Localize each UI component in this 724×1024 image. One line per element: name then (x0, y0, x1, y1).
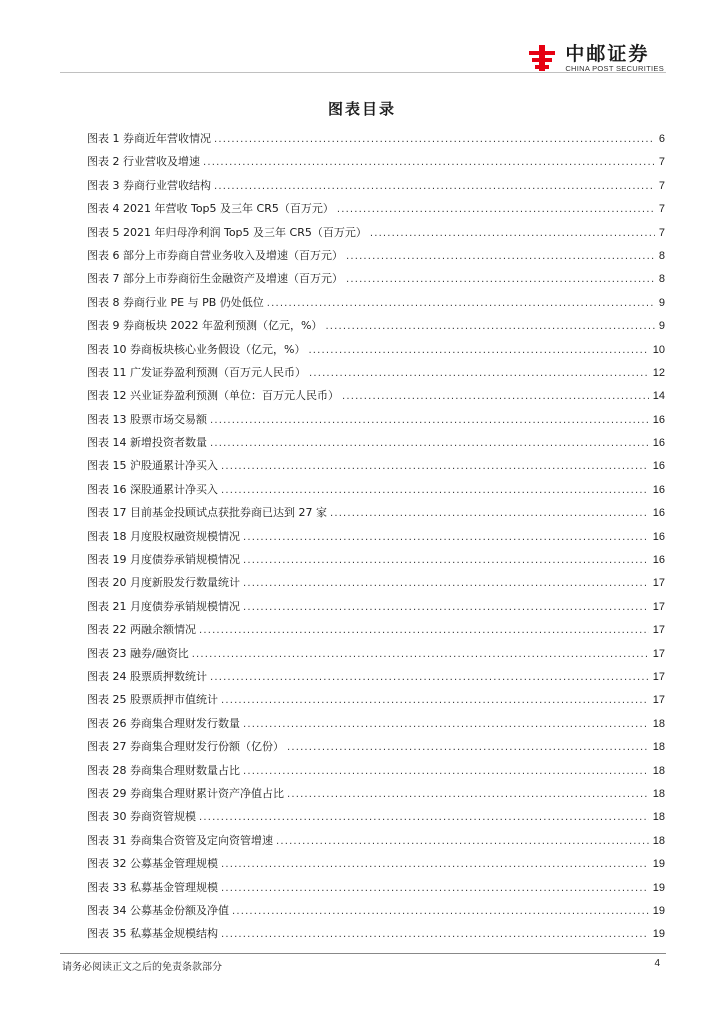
toc-entry-page: 19 (652, 904, 665, 917)
toc-entry-page: 18 (652, 764, 665, 777)
company-logo (527, 40, 664, 76)
toc-leader-dots (199, 805, 649, 829)
toc-leader-dots (210, 431, 649, 455)
toc-entry[interactable] (87, 852, 665, 875)
toc-entry-page: 7 (658, 179, 665, 192)
toc-entry[interactable] (87, 759, 665, 782)
toc-entry-page: 18 (652, 787, 665, 800)
toc-entry-page: 16 (652, 507, 665, 520)
footer-disclaimer: 请务必阅读正文之后的免责条款部分 (62, 962, 222, 973)
toc-leader-dots (243, 525, 649, 549)
toc-entry-label: 图表 13 股票市场交易额 (87, 412, 207, 426)
toc-entry-page: 17 (652, 600, 665, 613)
toc-entry-label: 图表 6 部分上市券商自营业务收入及增速（百万元） (87, 248, 343, 262)
toc-entry[interactable] (87, 408, 665, 431)
toc-entry-label: 图表 5 2021 年归母净利润 Top5 及三年 CR5（百万元） (87, 225, 367, 239)
toc-leader-dots (214, 174, 655, 198)
table-of-figures (87, 127, 665, 946)
toc-entry-page: 18 (652, 741, 665, 754)
toc-leader-dots (243, 759, 649, 783)
toc-entry-page: 12 (652, 366, 665, 379)
toc-entry-page: 6 (658, 133, 665, 145)
toc-leader-dots (243, 595, 649, 619)
toc-entry-label: 图表 14 新增投资者数量 (87, 436, 207, 450)
toc-entry[interactable] (87, 665, 665, 688)
toc-entry-label: 图表 29 券商集合理财累计资产净值占比 (87, 786, 284, 800)
toc-entry-page: 8 (658, 273, 665, 286)
toc-entry-label: 图表 2 行业营收及增速 (87, 155, 200, 169)
china-post-logo-icon (527, 43, 557, 73)
toc-entry[interactable] (87, 174, 665, 197)
toc-leader-dots (342, 384, 649, 408)
toc-entry[interactable] (87, 244, 665, 267)
toc-leader-dots (221, 454, 649, 478)
page-header (0, 0, 724, 80)
toc-leader-dots (232, 899, 649, 923)
toc-entry[interactable] (87, 922, 665, 945)
toc-entry-label: 图表 25 股票质押市值统计 (87, 693, 218, 707)
toc-entry-label: 图表 8 券商行业 PE 与 PB 仍处低位 (87, 295, 264, 309)
toc-entry[interactable] (87, 712, 665, 735)
toc-leader-dots (308, 338, 648, 362)
toc-leader-dots (337, 197, 655, 221)
toc-entry-label: 图表 21 月度债券承销规模情况 (87, 599, 240, 613)
toc-entry-label: 图表 20 月度新股发行数量统计 (87, 576, 240, 590)
toc-leader-dots (221, 478, 649, 502)
toc-entry-page: 18 (652, 717, 665, 730)
toc-entry-page: 19 (652, 881, 665, 894)
toc-entry-label: 图表 12 兴业证券盈利预测（单位：百万元人民币） (87, 389, 339, 403)
toc-entry-label: 图表 15 沪股通累计净买入 (87, 459, 218, 473)
toc-entry[interactable] (87, 221, 665, 244)
toc-entry-page: 17 (652, 624, 665, 637)
footer-page-number: 4 (654, 958, 660, 969)
toc-entry[interactable] (87, 197, 665, 220)
toc-leader-dots (346, 267, 655, 291)
toc-entry-label: 图表 32 公募基金管理规模 (87, 857, 218, 871)
toc-entry-page: 18 (652, 834, 665, 847)
toc-entry-label: 图表 18 月度股权融资规模情况 (87, 529, 240, 543)
toc-entry[interactable] (87, 688, 665, 711)
toc-entry[interactable] (87, 899, 665, 922)
toc-entry-page: 9 (658, 320, 665, 333)
toc-entry-label: 图表 10 券商板块核心业务假设（亿元，%） (87, 342, 306, 356)
toc-leader-dots (203, 150, 655, 174)
toc-entry-page: 7 (658, 203, 665, 216)
toc-entry-page: 16 (652, 554, 665, 567)
page-title: 图表目录 (327, 100, 396, 118)
toc-leader-dots (210, 408, 649, 432)
toc-entry-label: 图表 9 券商板块 2022 年盈利预测（亿元，%） (87, 319, 323, 333)
toc-entry-label: 图表 33 私募基金管理规模 (87, 880, 218, 894)
toc-entry-label: 图表 22 两融余额情况 (87, 623, 196, 637)
toc-leader-dots (330, 501, 649, 525)
toc-leader-dots (214, 127, 655, 151)
toc-entry[interactable] (87, 571, 665, 594)
toc-entry[interactable] (87, 338, 665, 361)
toc-entry[interactable] (87, 291, 665, 314)
toc-leader-dots (243, 571, 649, 595)
toc-entry-label: 图表 31 券商集合资管及定向资管增速 (87, 833, 273, 847)
toc-entry-page: 16 (652, 437, 665, 450)
toc-entry[interactable] (87, 876, 665, 899)
toc-leader-dots (370, 221, 655, 245)
toc-leader-dots (325, 314, 654, 338)
toc-leader-dots (276, 829, 649, 853)
toc-entry-page: 16 (652, 483, 665, 496)
toc-entry-page: 9 (658, 296, 665, 309)
toc-entry[interactable] (87, 384, 665, 407)
toc-entry-page: 14 (652, 390, 665, 403)
toc-entry-page: 10 (652, 343, 665, 356)
toc-entry[interactable] (87, 314, 665, 337)
toc-entry-page: 19 (652, 928, 665, 941)
toc-entry-page: 16 (652, 413, 665, 426)
toc-leader-dots (221, 922, 649, 946)
toc-entry-label: 图表 23 融券/融资比 (87, 646, 189, 660)
toc-entry[interactable] (87, 642, 665, 665)
toc-entry[interactable] (87, 267, 665, 290)
toc-entry-label: 图表 19 月度债券承销规模情况 (87, 553, 240, 567)
toc-entry-page: 17 (652, 694, 665, 707)
footer-divider (60, 953, 666, 954)
toc-leader-dots (243, 712, 649, 736)
toc-entry[interactable] (87, 782, 665, 805)
toc-entry-label: 图表 4 2021 年营收 Top5 及三年 CR5（百万元） (87, 202, 334, 216)
toc-entry-label: 图表 26 券商集合理财发行数量 (87, 716, 240, 730)
toc-entry-label: 图表 35 私募基金规模结构 (87, 927, 218, 941)
toc-entry[interactable] (87, 595, 665, 618)
toc-entry-label: 图表 17 目前基金投顾试点获批券商已达到 27 家 (87, 506, 327, 520)
toc-entry-label: 图表 11 广发证券盈利预测（百万元人民币） (87, 365, 306, 379)
toc-entry-page: 7 (658, 156, 665, 169)
toc-leader-dots (287, 735, 649, 759)
toc-entry-page: 18 (652, 811, 665, 824)
toc-entry-label: 图表 28 券商集合理财数量占比 (87, 763, 240, 777)
toc-leader-dots (221, 876, 649, 900)
toc-entry-label: 图表 24 股票质押数统计 (87, 669, 207, 683)
toc-leader-dots (287, 782, 649, 806)
logo-english-name: CHINA POST SECURITIES (565, 63, 664, 73)
toc-entry-label: 图表 7 部分上市券商衍生金融资产及增速（百万元） (87, 272, 343, 286)
toc-entry[interactable] (87, 478, 665, 501)
toc-entry-label: 图表 27 券商集合理财发行份额（亿份） (87, 740, 284, 754)
toc-leader-dots (199, 618, 649, 642)
toc-entry[interactable] (87, 501, 665, 524)
toc-entry-label: 图表 16 深股通累计净买入 (87, 482, 218, 496)
toc-entry-page: 16 (652, 460, 665, 473)
header-divider (60, 72, 666, 73)
toc-entry[interactable] (87, 525, 665, 548)
toc-entry[interactable] (87, 127, 665, 150)
toc-leader-dots (309, 361, 649, 385)
toc-entry[interactable] (87, 829, 665, 852)
toc-entry-page: 16 (652, 530, 665, 543)
toc-entry[interactable] (87, 618, 665, 641)
toc-entry[interactable] (87, 150, 665, 173)
toc-entry-page: 19 (652, 858, 665, 871)
toc-entry[interactable] (87, 361, 665, 384)
toc-entry-label: 图表 30 券商资管规模 (87, 810, 196, 824)
toc-entry-page: 7 (658, 226, 665, 239)
toc-leader-dots (192, 642, 649, 666)
toc-entry-label: 图表 3 券商行业营收结构 (87, 178, 211, 192)
toc-leader-dots (210, 665, 649, 689)
toc-leader-dots (346, 244, 655, 268)
toc-entry-label: 图表 34 公募基金份额及净值 (87, 903, 229, 917)
toc-leader-dots (267, 291, 655, 315)
toc-entry[interactable] (87, 805, 665, 828)
toc-entry[interactable] (87, 548, 665, 571)
toc-leader-dots (243, 548, 649, 572)
toc-entry-page: 17 (652, 670, 665, 683)
logo-chinese-name: 中邮证券 (565, 42, 650, 65)
toc-entry[interactable] (87, 735, 665, 758)
toc-entry[interactable] (87, 431, 665, 454)
toc-entry-page: 17 (652, 577, 665, 590)
toc-entry-page: 17 (652, 647, 665, 660)
toc-entry-label: 图表 1 券商近年营收情况 (87, 132, 211, 145)
toc-entry-page: 8 (658, 249, 665, 262)
toc-leader-dots (221, 688, 649, 712)
toc-leader-dots (221, 852, 649, 876)
toc-entry[interactable] (87, 454, 665, 477)
